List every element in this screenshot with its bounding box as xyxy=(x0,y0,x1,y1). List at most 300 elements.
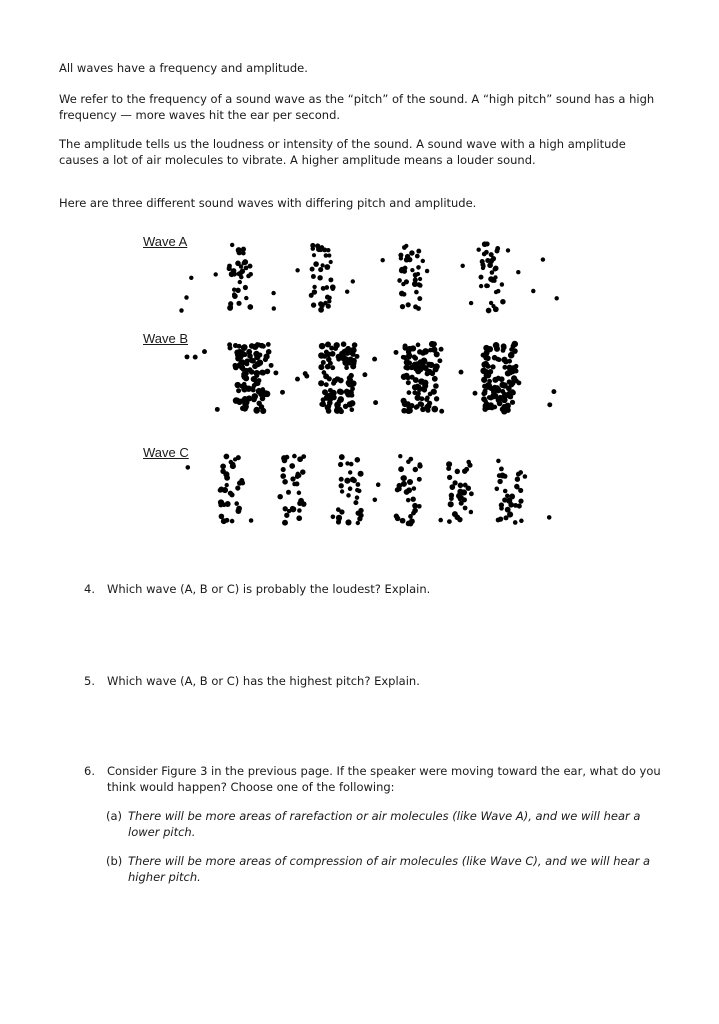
molecule-dot-81 xyxy=(399,291,405,297)
molecule-dot-19 xyxy=(220,464,226,470)
question-5-number: 5. xyxy=(84,674,95,688)
molecule-dot-79 xyxy=(416,249,421,254)
molecule-dot-175 xyxy=(329,346,334,351)
molecule-dot-102 xyxy=(402,245,407,250)
molecule-dot-192 xyxy=(373,498,378,503)
molecule-dot-162 xyxy=(469,301,473,305)
molecule-dot-380 xyxy=(482,384,487,389)
molecule-dot-55 xyxy=(280,473,286,479)
option-b xyxy=(106,853,666,885)
molecule-dot-42 xyxy=(286,490,291,495)
molecule-dot-118 xyxy=(500,282,504,286)
molecule-dot-388 xyxy=(415,404,420,409)
molecule-dot-178 xyxy=(513,520,518,525)
molecule-dot-110 xyxy=(395,487,400,492)
molecule-dot-137 xyxy=(460,264,464,268)
molecule-dot-356 xyxy=(505,370,511,376)
molecule-dot-60 xyxy=(290,506,295,511)
molecule-dot-155 xyxy=(334,402,341,409)
molecule-dot-84 xyxy=(407,257,412,262)
molecule-dot-57 xyxy=(298,498,304,504)
molecule-dot-153 xyxy=(326,248,330,252)
molecule-dot-135 xyxy=(447,475,452,480)
molecule-dot-79 xyxy=(355,457,361,463)
molecule-dot-80 xyxy=(241,372,246,377)
molecule-dot-82 xyxy=(397,278,402,283)
molecule-dot-13 xyxy=(218,488,223,493)
molecule-dot-45 xyxy=(292,454,297,459)
molecule-dot-170 xyxy=(509,494,515,500)
molecule-dot-168 xyxy=(514,484,519,489)
molecule-dot-405 xyxy=(295,377,300,382)
molecule-dot-384 xyxy=(273,370,278,375)
molecule-dot-377 xyxy=(483,361,489,367)
molecule-dot-259 xyxy=(421,357,427,363)
molecule-dot-89 xyxy=(349,462,354,467)
molecule-dot-189 xyxy=(348,486,353,491)
molecule-dot-354 xyxy=(510,400,515,405)
molecule-dot-156 xyxy=(421,259,425,263)
molecule-dot-139 xyxy=(449,496,454,501)
molecule-dot-34 xyxy=(294,481,299,486)
molecule-dot-34 xyxy=(237,250,243,256)
molecule-dot-152 xyxy=(213,272,217,276)
molecule-dot-29 xyxy=(223,471,229,477)
molecule-dot-315 xyxy=(494,346,500,352)
molecule-dot-147 xyxy=(516,270,520,274)
molecule-dot-180 xyxy=(326,408,332,414)
molecule-dot-86 xyxy=(338,462,343,467)
molecule-dot-90 xyxy=(355,488,359,492)
molecule-dot-419 xyxy=(280,390,285,395)
molecule-dot-78 xyxy=(259,404,264,409)
molecule-dot-92 xyxy=(241,367,246,372)
molecule-dot-69 xyxy=(418,277,422,281)
molecule-dot-391 xyxy=(193,355,198,360)
molecule-dot-92 xyxy=(409,250,414,255)
molecule-dot-91 xyxy=(414,290,419,295)
molecule-dot-277 xyxy=(426,362,432,368)
molecule-dot-107 xyxy=(406,498,411,503)
intro-paragraph-4: Here are three different sound waves with differing pitch and amplitude. xyxy=(59,196,477,210)
molecule-dot-242 xyxy=(401,398,407,404)
molecule-dot-411 xyxy=(269,363,274,368)
molecule-dot-93 xyxy=(254,351,259,356)
molecule-dot-64 xyxy=(355,495,360,500)
molecule-dot-337 xyxy=(487,346,493,352)
molecule-dot-170 xyxy=(321,360,326,365)
molecule-dot-278 xyxy=(417,349,423,355)
molecule-dot-262 xyxy=(434,396,439,401)
molecule-dot-147 xyxy=(466,485,471,490)
molecule-dot-149 xyxy=(458,497,462,501)
molecule-dot-28 xyxy=(236,388,241,393)
molecule-dot-108 xyxy=(417,504,422,509)
molecule-dot-28 xyxy=(218,502,223,507)
molecule-dot-69 xyxy=(356,521,360,525)
molecule-dot-270 xyxy=(407,408,413,414)
molecule-dot-66 xyxy=(331,287,335,291)
molecule-dot-148 xyxy=(459,501,464,506)
molecule-dot-22 xyxy=(252,344,258,350)
molecule-dot-146 xyxy=(469,491,474,496)
molecule-dot-126 xyxy=(455,469,460,474)
molecule-dot-103 xyxy=(486,308,492,314)
molecule-dot-403 xyxy=(439,347,444,352)
molecule-dot-345 xyxy=(492,377,498,383)
molecule-dot-1 xyxy=(230,519,235,524)
molecule-dot-14 xyxy=(224,454,230,460)
molecule-dot-279 xyxy=(418,366,424,372)
molecule-dot-144 xyxy=(541,257,545,261)
molecule-dot-88 xyxy=(358,513,363,518)
molecule-dot-235 xyxy=(431,341,437,347)
molecule-dot-131 xyxy=(489,301,493,305)
molecule-dot-267 xyxy=(419,396,424,401)
molecule-dot-24 xyxy=(228,491,233,496)
molecule-dot-98 xyxy=(399,267,405,273)
molecule-dot-243 xyxy=(422,387,427,392)
molecule-dot-143 xyxy=(449,484,455,490)
molecule-dot-43 xyxy=(313,261,319,267)
molecule-dot-72 xyxy=(242,385,248,391)
molecule-dot-187 xyxy=(438,518,443,523)
molecule-dot-116 xyxy=(407,479,413,485)
molecule-dot-182 xyxy=(331,515,336,520)
molecule-dot-158 xyxy=(327,376,332,381)
molecule-dot-58 xyxy=(317,275,322,280)
molecule-dot-287 xyxy=(502,365,507,370)
molecule-dot-17 xyxy=(222,487,228,493)
molecule-dot-418 xyxy=(372,357,377,362)
molecule-dot-81 xyxy=(345,519,351,525)
molecule-dot-172 xyxy=(497,473,502,478)
molecule-dot-319 xyxy=(499,376,505,382)
molecule-dot-249 xyxy=(433,363,440,370)
molecule-dot-200 xyxy=(407,390,412,395)
molecule-dot-412 xyxy=(228,346,233,351)
molecule-dot-39 xyxy=(297,456,303,462)
molecule-dot-130 xyxy=(484,283,489,288)
molecule-dot-383 xyxy=(250,386,255,391)
molecule-dot-316 xyxy=(499,382,505,388)
molecule-dot-121 xyxy=(480,259,485,264)
molecule-dot-84 xyxy=(239,350,244,355)
molecule-dot-417 xyxy=(185,354,190,359)
molecule-dot-193 xyxy=(547,515,552,520)
molecule-dot-363 xyxy=(512,341,519,348)
molecule-dot-177 xyxy=(503,515,508,520)
molecule-dot-98 xyxy=(412,486,417,491)
molecule-dot-94 xyxy=(239,359,246,366)
molecule-dot-23 xyxy=(237,272,242,277)
molecule-dot-401 xyxy=(330,365,335,370)
molecule-dot-265 xyxy=(403,365,408,370)
molecule-dot-358 xyxy=(508,394,513,399)
molecule-dot-283 xyxy=(434,351,440,357)
molecule-dot-194 xyxy=(297,508,302,513)
molecule-dot-81 xyxy=(249,369,255,375)
molecule-dot-114 xyxy=(406,520,411,525)
molecule-dot-38 xyxy=(282,479,288,485)
molecule-dot-94 xyxy=(412,503,418,509)
molecule-dot-58 xyxy=(290,476,295,481)
molecule-dot-64 xyxy=(318,301,323,306)
molecule-dot-281 xyxy=(406,401,411,406)
wave-a-label: Wave A xyxy=(143,234,188,249)
molecule-dot-110 xyxy=(479,284,483,288)
molecule-dot-206 xyxy=(418,378,425,385)
molecule-dot-91 xyxy=(255,378,260,383)
molecule-dot-87 xyxy=(399,256,403,260)
molecule-dot-160 xyxy=(506,248,510,252)
molecule-dot-63 xyxy=(344,478,350,484)
molecule-dot-46 xyxy=(297,491,302,496)
molecule-dot-182 xyxy=(337,389,343,395)
molecule-dot-125 xyxy=(481,264,485,268)
molecule-dot-149 xyxy=(324,382,329,387)
molecule-dot-146 xyxy=(322,370,327,375)
molecule-dot-407 xyxy=(328,361,333,366)
molecule-dot-416 xyxy=(362,372,367,377)
molecule-dot-87 xyxy=(350,477,356,483)
intro-paragraph-1: All waves have a frequency and amplitude. xyxy=(59,61,308,75)
molecule-dot-145 xyxy=(457,489,463,495)
molecule-dot-16 xyxy=(246,274,251,279)
molecule-dot-406 xyxy=(459,370,464,375)
molecule-dot-385 xyxy=(373,400,378,405)
molecule-dot-73 xyxy=(348,470,352,474)
molecule-dot-33 xyxy=(236,301,241,306)
molecule-dot-166 xyxy=(503,489,508,494)
intro-paragraph-2: We refer to the frequency of a sound wave as the “pitch” of the sound. A “high pitch” sound has a high frequency — more waves hit the ear per second. xyxy=(59,92,655,122)
molecule-dot-139 xyxy=(351,279,355,283)
molecule-dot-141 xyxy=(457,517,462,522)
molecule-dot-180 xyxy=(499,466,504,471)
molecule-dot-191 xyxy=(376,482,381,487)
molecule-dot-282 xyxy=(420,407,426,413)
molecule-dot-51 xyxy=(311,246,316,251)
molecule-dot-30 xyxy=(252,363,258,369)
molecule-dot-336 xyxy=(503,359,509,365)
molecule-dot-146 xyxy=(531,289,535,293)
molecule-dot-77 xyxy=(339,454,345,460)
molecule-dot-46 xyxy=(311,274,316,279)
molecule-dot-366 xyxy=(511,375,517,381)
molecule-dot-136 xyxy=(319,343,326,350)
molecule-dot-20 xyxy=(235,288,240,293)
molecule-dot-374 xyxy=(483,354,489,360)
molecule-dot-188 xyxy=(234,501,239,506)
molecule-dot-161 xyxy=(230,243,234,247)
molecule-dot-124 xyxy=(482,252,487,257)
question-4-number: 4. xyxy=(84,582,95,596)
molecule-dot-85 xyxy=(336,507,341,512)
molecule-dot-102 xyxy=(401,481,407,487)
molecule-dot-285 xyxy=(413,377,419,383)
question-6-text: Consider Figure 3 in the previous page. If the speaker were moving toward the ear, what do you think would happen? Choose one of the following: xyxy=(107,764,661,794)
molecule-dot-175 xyxy=(499,506,504,511)
molecule-dot-186 xyxy=(406,460,411,465)
molecule-dot-90 xyxy=(400,304,405,309)
molecule-dot-124 xyxy=(463,506,468,511)
molecule-dot-21 xyxy=(248,264,253,269)
wave-c-diagram xyxy=(170,450,580,535)
molecule-dot-188 xyxy=(324,394,331,401)
molecule-dot-132 xyxy=(490,270,495,275)
molecule-dot-415 xyxy=(237,344,242,349)
molecule-dot-86 xyxy=(417,296,422,301)
wave-c-label: Wave C xyxy=(143,445,189,460)
molecule-dot-148 xyxy=(327,296,331,300)
molecule-dot-398 xyxy=(261,344,266,349)
molecule-dot-118 xyxy=(400,475,405,480)
molecule-dot-140 xyxy=(184,295,188,299)
molecule-dot-157 xyxy=(272,306,276,310)
molecule-dot-54 xyxy=(283,506,288,511)
molecule-dot-141 xyxy=(345,289,349,293)
molecule-dot-185 xyxy=(523,474,528,479)
molecule-dot-140 xyxy=(466,460,471,465)
molecule-dot-13 xyxy=(239,264,243,268)
molecule-dot-179 xyxy=(516,472,521,477)
molecule-dot-59 xyxy=(326,304,331,309)
molecule-dot-93 xyxy=(411,497,416,502)
molecule-dot-274 xyxy=(409,365,414,370)
molecule-dot-181 xyxy=(350,363,356,369)
molecule-dot-66 xyxy=(353,500,358,505)
molecule-dot-378 xyxy=(501,397,507,403)
molecule-dot-360 xyxy=(495,357,500,362)
molecule-dot-75 xyxy=(340,489,344,493)
molecule-dot-47 xyxy=(295,474,300,479)
molecule-dot-369 xyxy=(501,408,507,414)
molecule-dot-145 xyxy=(295,268,299,272)
molecule-dot-62 xyxy=(356,482,361,487)
molecule-dot-97 xyxy=(410,268,414,272)
molecule-dot-390 xyxy=(254,373,259,378)
molecule-dot-112 xyxy=(412,508,418,514)
molecule-dot-86 xyxy=(242,406,248,412)
molecule-dot-79 xyxy=(260,370,266,376)
molecule-dot-51 xyxy=(284,513,289,518)
molecule-dot-174 xyxy=(324,350,329,355)
molecule-dot-395 xyxy=(491,390,496,395)
molecule-dot-25 xyxy=(232,293,238,299)
molecule-dot-165 xyxy=(505,494,510,499)
option-a-text: There will be more areas of rarefaction or air molecules (like Wave A), and we will hear a lower pitch. xyxy=(128,809,641,839)
molecule-dot-151 xyxy=(515,477,520,482)
molecule-dot-183 xyxy=(418,462,423,467)
molecule-dot-67 xyxy=(254,407,260,413)
molecule-dot-257 xyxy=(412,355,417,360)
molecule-dot-404 xyxy=(439,409,444,414)
molecule-dot-149 xyxy=(244,296,248,300)
molecule-dot-179 xyxy=(351,358,357,364)
molecule-dot-114 xyxy=(500,299,506,305)
molecule-dot-117 xyxy=(400,518,406,524)
molecule-dot-400 xyxy=(415,384,420,389)
molecule-dot-367 xyxy=(490,364,495,369)
molecule-dot-155 xyxy=(179,308,183,312)
molecule-dot-408 xyxy=(500,389,505,394)
molecule-dot-399 xyxy=(394,350,399,355)
molecule-dot-131 xyxy=(452,511,458,517)
molecule-dot-143 xyxy=(554,296,558,300)
molecule-dot-100 xyxy=(416,272,420,276)
molecule-dot-268 xyxy=(406,349,412,355)
molecule-dot-68 xyxy=(264,354,270,360)
molecule-dot-15 xyxy=(229,305,234,310)
molecule-dot-375 xyxy=(488,402,494,408)
molecule-dot-156 xyxy=(497,479,502,484)
molecule-dot-92 xyxy=(417,477,422,482)
molecule-dot-133 xyxy=(496,289,501,294)
molecule-dot-396 xyxy=(437,358,442,363)
molecule-dot-187 xyxy=(336,377,341,382)
molecule-dot-272 xyxy=(404,360,410,366)
option-b-text: There will be more areas of compression of air molecules (like Wave C), and we will hear a higher pitch. xyxy=(128,854,651,884)
molecule-dot-104 xyxy=(404,489,410,495)
molecule-dot-387 xyxy=(547,402,552,407)
molecule-dot-381 xyxy=(473,391,478,396)
molecule-dot-66 xyxy=(257,359,264,366)
question-6-number: 6. xyxy=(84,764,95,778)
molecule-dot-190 xyxy=(331,381,336,386)
wave-b-diagram xyxy=(170,338,580,423)
molecule-dot-184 xyxy=(322,354,327,359)
molecule-dot-125 xyxy=(318,380,324,386)
molecule-dot-178 xyxy=(344,389,350,395)
molecule-dot-190 xyxy=(495,487,500,492)
molecule-dot-371 xyxy=(509,347,514,352)
molecule-dot-176 xyxy=(502,497,507,502)
molecule-dot-95 xyxy=(247,353,253,359)
molecule-dot-138 xyxy=(189,276,193,280)
molecule-dot-173 xyxy=(518,488,523,493)
molecule-dot-109 xyxy=(479,275,484,280)
molecule-dot-49 xyxy=(289,463,295,469)
wave-b-label: Wave B xyxy=(143,331,189,346)
molecule-dot-101 xyxy=(408,514,413,519)
molecule-dot-119 xyxy=(395,516,401,522)
molecule-dot-389 xyxy=(551,389,556,394)
molecule-dot-26 xyxy=(239,478,244,483)
molecule-dot-130 xyxy=(319,402,324,407)
molecule-dot-130 xyxy=(446,461,452,467)
option-b-letter: (b) xyxy=(106,854,123,868)
molecule-dot-150 xyxy=(401,282,405,286)
molecule-dot-368 xyxy=(482,389,487,394)
molecule-dot-65 xyxy=(310,267,315,272)
molecule-dot-121 xyxy=(347,401,353,407)
option-a xyxy=(106,808,666,840)
molecule-dot-16 xyxy=(229,460,234,465)
molecule-dot-410 xyxy=(516,380,521,385)
molecule-dot-227 xyxy=(431,406,438,413)
molecule-dot-172 xyxy=(330,351,336,357)
molecule-dot-184 xyxy=(249,518,254,523)
molecule-dot-246 xyxy=(416,343,421,348)
molecule-dot-29 xyxy=(231,268,236,273)
molecule-dot-68 xyxy=(321,263,325,267)
molecule-dot-18 xyxy=(233,457,237,461)
molecule-dot-176 xyxy=(347,377,353,383)
molecule-dot-74 xyxy=(406,302,411,307)
molecule-dot-413 xyxy=(355,354,360,359)
molecule-dot-136 xyxy=(485,242,490,247)
molecule-dot-101 xyxy=(416,265,421,270)
